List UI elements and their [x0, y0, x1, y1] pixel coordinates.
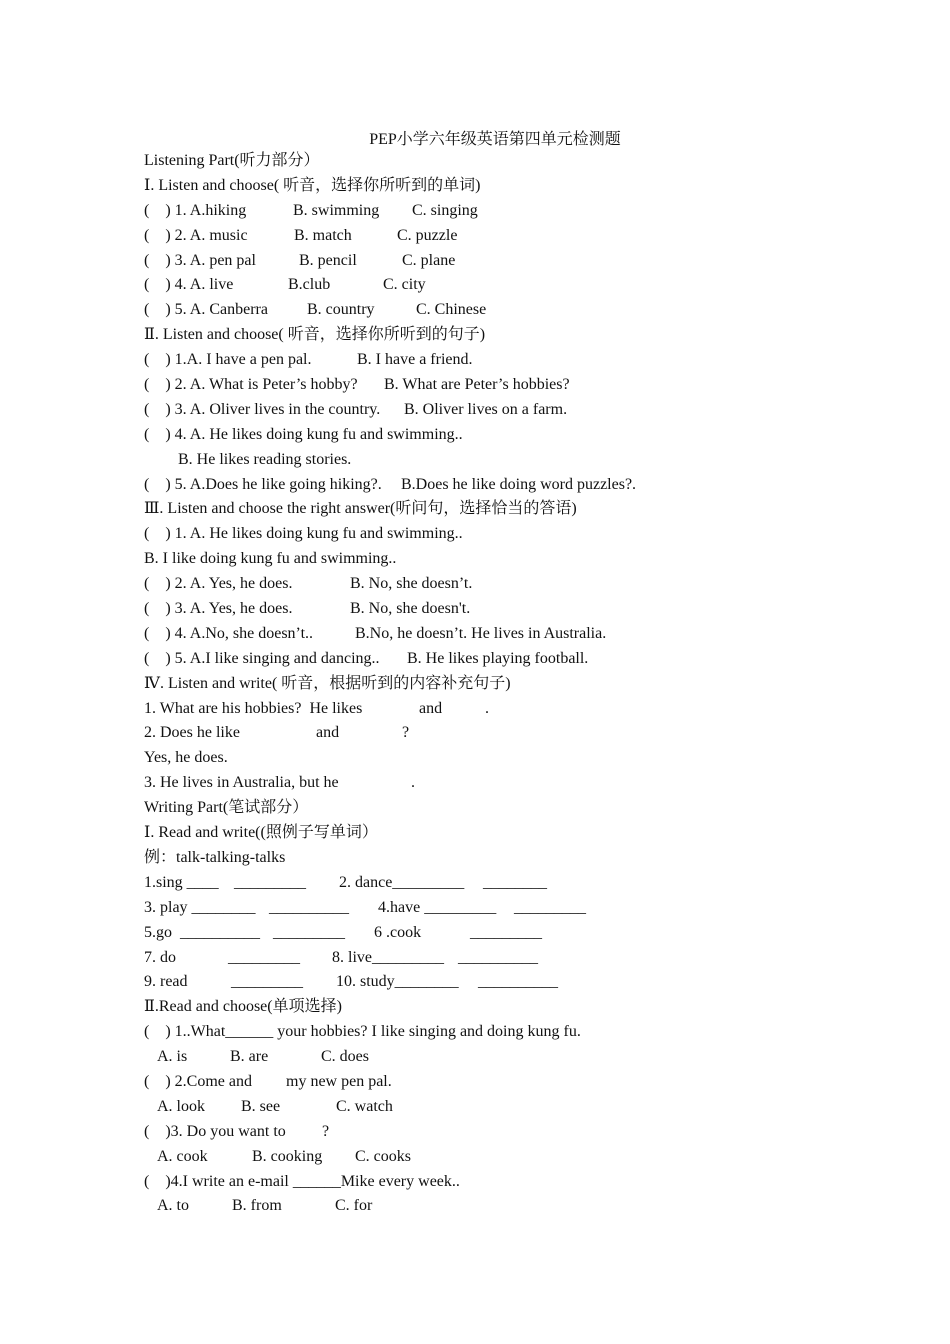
text-segment: C. for	[335, 1197, 373, 1215]
text-segment: 5.go __________	[144, 923, 260, 941]
text-segment: A. is	[157, 1048, 188, 1066]
text-segment: 9. read	[144, 973, 188, 991]
text-line	[144, 995, 904, 1020]
text-segment: ( ) 2. A. music	[144, 226, 248, 244]
text-segment: and	[316, 724, 340, 742]
text-line	[144, 273, 904, 298]
text-line	[144, 423, 904, 448]
text-line	[144, 547, 904, 572]
text-segment: ( ) 3. A. Yes, he does.	[144, 600, 293, 618]
text-line	[144, 1070, 904, 1095]
document-body	[144, 149, 904, 1219]
text-segment: __________	[269, 898, 349, 916]
text-line	[144, 946, 904, 971]
text-segment: C. city	[383, 276, 426, 294]
text-segment: B. What are Peter’s hobbies?	[384, 376, 570, 394]
text-segment: 例：talk-talking-talks	[144, 848, 286, 866]
text-line	[144, 672, 904, 697]
text-line	[144, 398, 904, 423]
text-segment: my new pen pal.	[286, 1072, 392, 1090]
text-segment: _________	[228, 948, 300, 966]
document-title: PEP小学六年级英语第四单元检测题	[369, 131, 621, 148]
text-segment: 3. play ________	[144, 898, 256, 916]
text-segment: C. watch	[336, 1097, 393, 1115]
text-line	[144, 1120, 904, 1145]
text-segment: B. He likes reading stories.	[178, 450, 352, 468]
text-line	[144, 1020, 904, 1045]
text-line	[144, 1045, 904, 1070]
text-segment: A. look	[157, 1097, 205, 1115]
text-segment: B. No, she doesn't.	[350, 600, 471, 618]
text-segment: _________	[514, 898, 586, 916]
text-line	[144, 224, 904, 249]
text-segment: __________	[458, 948, 538, 966]
text-segment: 2. Does he like	[144, 724, 240, 742]
text-segment: ( ) 5. A. Canberra	[144, 301, 268, 319]
text-segment: A. to	[157, 1197, 189, 1215]
text-segment: __________	[478, 973, 558, 991]
text-segment: _________	[470, 923, 542, 941]
text-segment: ( ) 1. A.hiking	[144, 201, 247, 219]
text-line	[144, 1145, 904, 1170]
text-segment: ( ) 4. A. live	[144, 276, 234, 294]
text-segment: ?	[322, 1122, 330, 1140]
text-line	[144, 771, 904, 796]
text-line	[144, 448, 904, 473]
text-segment: ( ) 2. A. Yes, he does.	[144, 575, 293, 593]
text-line	[144, 697, 904, 722]
text-segment: B. match	[294, 226, 352, 244]
text-segment: B.No, he doesn’t. He lives in Australia.	[355, 624, 607, 642]
text-line	[144, 647, 904, 672]
text-segment: ?	[402, 724, 410, 742]
text-segment: B. cooking	[252, 1147, 323, 1165]
text-segment: B. see	[241, 1097, 281, 1115]
text-segment: Ⅱ. Listen and choose( 听音，选择你所听到的句子)	[144, 326, 486, 344]
text-segment: B. I like doing kung fu and swimming..	[144, 550, 397, 568]
text-segment: Yes, he does.	[144, 749, 228, 767]
text-line	[144, 746, 904, 771]
text-segment: B. Oliver lives on a farm.	[404, 400, 568, 418]
text-segment: B. swimming	[293, 201, 380, 219]
text-line	[144, 1095, 904, 1120]
text-line	[144, 497, 904, 522]
text-segment: ( ) 4. A.No, she doesn’t..	[144, 624, 314, 642]
text-segment: ( ) 4. A. He likes doing kung fu and swimming..	[144, 425, 463, 443]
text-segment: C. does	[321, 1048, 369, 1066]
text-segment: ( )4.I write an e-mail ______Mike every week..	[144, 1172, 460, 1190]
text-segment: _________	[273, 923, 345, 941]
text-line	[144, 1170, 904, 1195]
text-line	[144, 572, 904, 597]
text-segment: 8. live_________	[332, 948, 444, 966]
text-segment: C. singing	[412, 201, 478, 219]
text-segment: B. He likes playing football.	[407, 649, 589, 667]
text-segment: Ⅱ.Read and choose(单项选择)	[144, 998, 342, 1016]
text-segment: B. are	[230, 1048, 269, 1066]
text-segment: B.club	[288, 276, 331, 294]
text-segment: _________	[231, 973, 303, 991]
text-segment: 2. dance_________	[339, 873, 465, 891]
text-line	[144, 473, 904, 498]
text-segment: ( ) 1..What______ your hobbies? I like singing and doing kung fu.	[144, 1023, 581, 1041]
text-segment: Ⅳ. Listen and write( 听音，根据听到的内容补充句子)	[144, 674, 511, 692]
text-segment: .	[411, 774, 415, 792]
text-segment: ( ) 5. A.Does he like going hiking?.	[144, 475, 382, 493]
text-segment: _________	[234, 873, 306, 891]
text-line	[144, 298, 904, 323]
text-segment: 10. study________	[336, 973, 459, 991]
text-line	[144, 821, 904, 846]
text-segment: ( ) 5. A.I like singing and dancing..	[144, 649, 380, 667]
text-segment: C. plane	[402, 251, 456, 269]
text-segment: 1.sing ____	[144, 873, 219, 891]
text-segment: B.Does he like doing word puzzles?.	[401, 475, 637, 493]
text-line	[144, 373, 904, 398]
text-line	[144, 970, 904, 995]
text-line	[144, 323, 904, 348]
text-line	[144, 622, 904, 647]
text-segment: C. cooks	[355, 1147, 411, 1165]
text-line	[144, 348, 904, 373]
text-line	[144, 522, 904, 547]
text-line	[144, 149, 904, 174]
text-segment: B. country	[307, 301, 375, 319]
text-segment: B. I have a friend.	[357, 351, 473, 369]
text-segment: ( ) 1. A. He likes doing kung fu and swimming..	[144, 525, 463, 543]
text-segment: and	[419, 699, 443, 717]
text-segment: ( ) 3. A. pen pal	[144, 251, 256, 269]
text-segment: A. cook	[157, 1147, 208, 1165]
text-segment: .	[485, 699, 489, 717]
text-segment: ________	[483, 873, 547, 891]
text-segment: 3. He lives in Australia, but he	[144, 774, 339, 792]
text-segment: ( ) 2.Come and	[144, 1072, 252, 1090]
text-line	[144, 896, 904, 921]
text-line	[144, 597, 904, 622]
text-segment: ( ) 1.A. I have a pen pal.	[144, 351, 312, 369]
text-segment: Writing Part(笔试部分）	[144, 799, 309, 817]
text-segment: ( ) 3. A. Oliver lives in the country.	[144, 400, 381, 418]
text-line	[144, 871, 904, 896]
text-line	[144, 921, 904, 946]
text-line	[144, 174, 904, 199]
text-segment: B. No, she doesn’t.	[350, 575, 473, 593]
text-segment: 7. do	[144, 948, 176, 966]
text-segment: 4.have _________	[378, 898, 497, 916]
text-segment: B. pencil	[299, 251, 357, 269]
text-segment: ( ) 2. A. What is Peter’s hobby?	[144, 376, 358, 394]
text-line	[144, 199, 904, 224]
text-segment: C. Chinese	[416, 301, 487, 319]
text-line	[144, 796, 904, 821]
text-segment: ( )3. Do you want to	[144, 1122, 286, 1140]
text-segment: 1. What are his hobbies? He likes	[144, 699, 363, 717]
text-line	[144, 721, 904, 746]
text-line	[144, 1194, 904, 1219]
text-line	[144, 249, 904, 274]
text-segment: Ⅰ. Listen and choose( 听音，选择你所听到的单词)	[144, 176, 481, 194]
text-line	[144, 846, 904, 871]
text-segment: Ⅲ. Listen and choose the right answer(听问句，选择恰当的答语)	[144, 500, 577, 518]
text-segment: 6 .cook	[374, 923, 422, 941]
text-segment: Listening Part(听力部分）	[144, 152, 320, 169]
text-segment: B. from	[232, 1197, 282, 1215]
text-segment: Ⅰ. Read and write((照例子写单词）	[144, 824, 378, 842]
text-segment: C. puzzle	[397, 226, 458, 244]
